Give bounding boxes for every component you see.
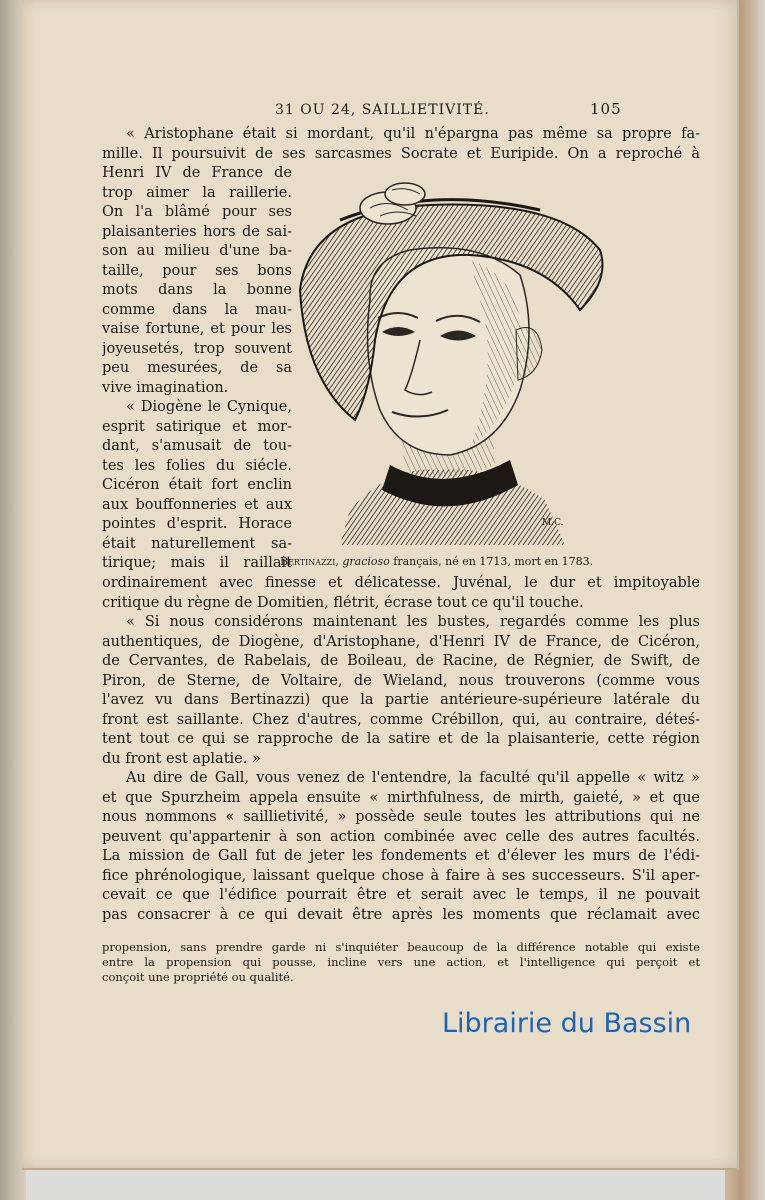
- footnote-line: conçoit une propriété ou qualité.: [102, 970, 294, 984]
- text-line: son au milieu d'une ba-: [102, 243, 292, 259]
- text-line: Au dire de Gall, vous venez de l'entendre, la faculté qu'il appelle « witz »: [126, 770, 700, 786]
- footnote: [102, 940, 700, 985]
- footnote-line: propension, sans prendre garde ni s'inquiéter beaucoup de la différence notable qui existe: [102, 940, 700, 954]
- text-line: Cicéron était fort enclin: [102, 477, 292, 493]
- text-line: trop aimer la raillerie.: [102, 184, 292, 201]
- text-line: tent tout ce qui se rapproche de la satire et de la plaisanterie, cette région: [102, 731, 700, 747]
- text-line: taille, pour ses bons: [102, 262, 292, 279]
- text-line: On l'a blâmé pour ses: [102, 204, 292, 220]
- text-line: fice phrénologique, laissant quelque chose à faire à ses successeurs. S'il aper-: [102, 867, 700, 884]
- page-number: 105: [590, 100, 622, 118]
- text-line: authentiques, de Diogène, d'Aristophane, d'Henri IV de France, de Cicéron,: [102, 633, 700, 650]
- text-line: pas consacrer à ce qui devait être après les moments que réclamait avec: [102, 906, 700, 923]
- footnote-line: entre la propension qui pousse, incline vers une action, et l'intelligence qui perçoit et: [102, 955, 700, 969]
- engraver-signature: M.C.: [542, 518, 564, 528]
- text-line: tes les folies du siécle.: [102, 457, 292, 474]
- text-line: de Cervantes, de Rabelais, de Boileau, de Racine, de Régnier, de Swift, de: [102, 653, 700, 669]
- text-line: ordinairement avec finesse et délicatesse. Juvénal, le dur et impitoyable: [102, 575, 700, 591]
- book-page: [22, 0, 739, 1170]
- text-line: front est saillante. Chez d'autres, comme Crébillon, qui, au contraire, déteś-: [102, 711, 700, 728]
- text-line: mots dans la bonne: [102, 282, 292, 298]
- text-line: l'avez vu dans Bertinazzi) que la partie antérieure-supérieure latérale du: [102, 692, 700, 708]
- text-line: était naturellement sa-: [102, 535, 292, 552]
- text-line: esprit satirique et mor-: [102, 418, 292, 435]
- text-line: critique du règne de Domitien, flétrit, écrase tout ce qu'il touche.: [102, 594, 584, 611]
- text-line: nous nommons « saillietivité, » possède seule toutes les attributions qui ne: [102, 809, 700, 825]
- caption-dates: français, né en 1713, mort en 1783.: [393, 555, 594, 568]
- text-line: peu mesurées, de sa: [102, 360, 292, 376]
- text-line: aux bouffonneries et aux: [102, 496, 292, 513]
- text-line: tirique; mais il raillait: [102, 555, 292, 571]
- text-line: comme dans la mau-: [102, 301, 292, 318]
- ear: [516, 328, 542, 381]
- narrow-column-text: [102, 164, 292, 574]
- running-head-title: 31 OU 24, SAILLIETIVITÉ.: [275, 102, 490, 118]
- text-line: joyeusetés, trop souvent: [102, 340, 292, 357]
- text-line: et que Spurzheim appela ensuite « mirthfulness, de mirth, gaieté, » et que: [102, 789, 700, 806]
- text-line: plaisanteries hors de sai-: [102, 223, 292, 240]
- text-line: vaise fortune, et pour les: [102, 321, 292, 337]
- text-line: dant, s'amusait de tou-: [102, 438, 292, 454]
- text-line: Henri IV de France de: [102, 165, 292, 181]
- text-line: « Diogène le Cynique,: [126, 399, 292, 415]
- caption-role: gracioso: [342, 555, 390, 568]
- main-body-text: [102, 574, 700, 925]
- text-line: peuvent qu'appartenir à son action combinée avec celle des autres facultés.: [102, 828, 700, 845]
- seller-watermark: Librairie du Bassin: [442, 1008, 692, 1039]
- text-line: du front est aplatie. »: [102, 750, 261, 767]
- text-line: pointes d'esprit. Horace: [102, 516, 292, 532]
- intro-paragraph: [102, 125, 700, 164]
- text-line: mille. Il poursuivit de ses sarcasmes Socrate et Euripide. On a reproché à: [102, 145, 700, 162]
- running-head: [22, 100, 737, 124]
- engraved-portrait: [280, 180, 610, 550]
- portrait-caption: [280, 555, 620, 568]
- text-line: Piron, de Sterne, de Voltaire, de Wieland, nous trouverons (comme vous: [102, 672, 700, 689]
- text-line: « Aristophane était si mordant, qu'il n'épargna pas même sa propre fa-: [126, 126, 700, 142]
- text-line: cevait ce que l'édifice pourrait être et serait avec le temps, il ne pouvait: [102, 887, 700, 903]
- text-line: « Si nous considérons maintenant les bustes, regardés comme les plus: [126, 614, 700, 630]
- text-line: vive imagination.: [102, 379, 229, 396]
- text-line: La mission de Gall fut de jeter les fondements et d'élever les murs de l'édi-: [102, 848, 700, 864]
- caption-name: Bertinazzi,: [280, 555, 339, 568]
